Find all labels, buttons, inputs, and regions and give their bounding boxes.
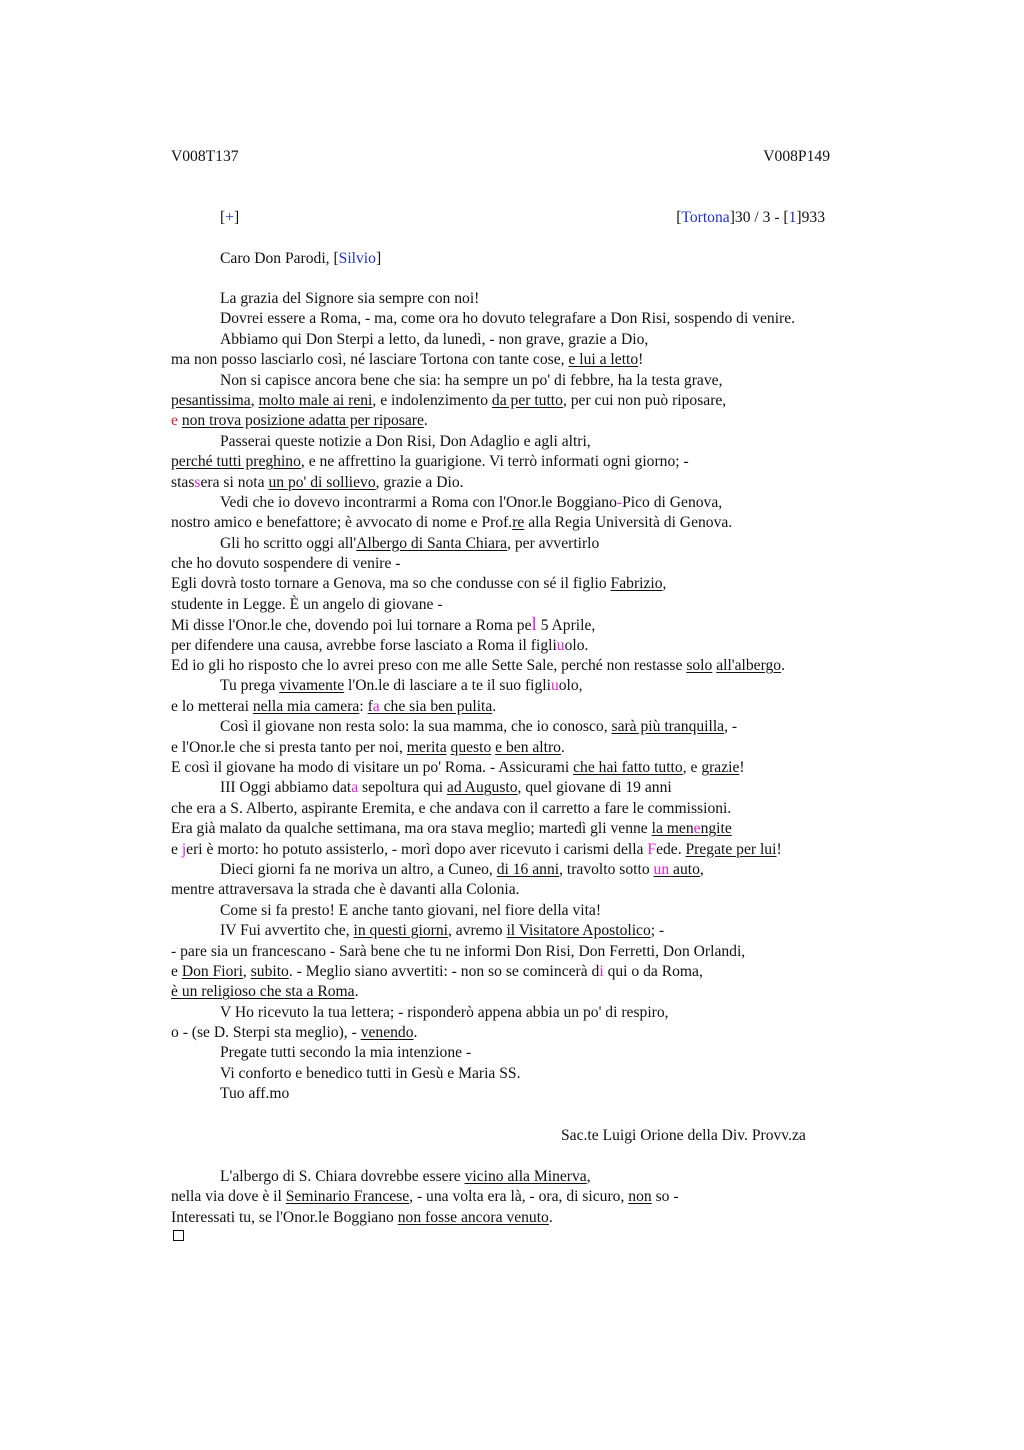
text-line bbox=[171, 350, 891, 370]
plus-sign: + bbox=[225, 209, 234, 226]
text-span: e l'Onor.le che si presta tanto per noi, bbox=[171, 738, 407, 756]
text-span: Fabrizio bbox=[610, 575, 663, 593]
text-span: ; - bbox=[650, 922, 665, 940]
text-span: e lo metterai bbox=[171, 697, 253, 715]
text-span: il Visitatore Apostolico bbox=[506, 922, 651, 940]
text-line bbox=[171, 921, 891, 941]
text-span: Ed io gli ho risposto che lo avrei preso con me alle Sette Sale, perché non restasse bbox=[171, 657, 687, 675]
text-span: . bbox=[354, 983, 359, 1001]
text-span: o - (se D. Sterpi sta meglio), - bbox=[171, 1024, 361, 1042]
text-line bbox=[171, 574, 891, 594]
text-line: Pregate tutti secondo la mia intenzione - bbox=[220, 1044, 472, 1062]
text-span: Albergo di Santa Chiara bbox=[356, 534, 508, 552]
text-span: che hai fatto tutto bbox=[573, 758, 683, 776]
text-span: a bbox=[372, 697, 380, 715]
text-span: Pregate per lui bbox=[685, 840, 777, 858]
text-span: da per tutto bbox=[491, 391, 563, 409]
closing-line: Tuo aff.mo bbox=[220, 1085, 290, 1103]
text-span: vicino alla Minerva bbox=[464, 1168, 587, 1185]
text-span: ma non posso lasciarlo così, né lasciare Tortona con tante cose, bbox=[171, 351, 569, 369]
text-line bbox=[171, 513, 891, 533]
text-span: , e indolenzimento bbox=[372, 391, 492, 409]
text-line bbox=[171, 656, 891, 676]
text-span: , avremo bbox=[447, 922, 507, 940]
text-span: olo. bbox=[564, 636, 589, 654]
text-span: . bbox=[781, 657, 785, 675]
text-line bbox=[171, 391, 891, 411]
text-span: , bbox=[242, 962, 251, 980]
text-line: Dovrei essere a Roma, - ma, come ora ho dovuto telegrafare a Don Risi, sospendo di venire. bbox=[220, 310, 796, 328]
text-span: i bbox=[599, 962, 604, 980]
text-span: nella via dove è il bbox=[171, 1188, 286, 1206]
text-span: Seminario Francese bbox=[285, 1188, 410, 1206]
year-digit: 1 bbox=[788, 209, 797, 226]
text-line bbox=[171, 1167, 891, 1187]
text-span: qui o da Roma, bbox=[603, 962, 703, 980]
text-span: merita bbox=[406, 738, 447, 756]
text-span: , bbox=[586, 1168, 591, 1185]
text-span: Mi disse l'Onor.le che, dovendo poi lui tornare a Roma pe bbox=[171, 617, 532, 635]
text-span: di 16 anni bbox=[496, 860, 560, 878]
text-span: solo bbox=[686, 657, 713, 675]
volume-code-left: V008T137 bbox=[171, 148, 239, 165]
text-span: , - bbox=[724, 718, 738, 736]
text-span: è un religioso che sta a Roma bbox=[171, 983, 355, 1001]
text-span: nostro amico e benefattore; è avvocato di nome e Prof. bbox=[171, 514, 513, 532]
letter-body bbox=[171, 289, 891, 1105]
text-span: Pico di Genova, bbox=[622, 493, 723, 511]
text-span: e bbox=[171, 962, 182, 980]
text-line bbox=[171, 676, 891, 696]
text-line: studente in Legge. È un angelo di giovane - bbox=[171, 595, 443, 613]
text-span: . bbox=[413, 1024, 418, 1042]
text-span: venendo bbox=[360, 1024, 414, 1042]
underlined-text bbox=[368, 698, 493, 715]
text-span: , bbox=[699, 860, 704, 878]
text-span: : bbox=[359, 697, 368, 715]
text-span: stas bbox=[171, 473, 195, 491]
text-span: e ben altro bbox=[495, 738, 561, 756]
text-span: all'albergo bbox=[716, 657, 782, 675]
salutation bbox=[220, 249, 381, 269]
text-span: . bbox=[560, 738, 565, 756]
cross-mark bbox=[220, 208, 239, 228]
text-span: per difendere una causa, avrebbe forse lasciato a Roma il figli bbox=[171, 636, 557, 654]
text-span: e bbox=[693, 820, 701, 838]
text-span: alla Regia Università di Genova. bbox=[524, 514, 733, 532]
text-span: Vedi che io dovevo incontrarmi a Roma con l'Onor.le Boggiano bbox=[220, 493, 617, 511]
text-line: La grazia del Signore sia sempre con noi! bbox=[220, 290, 480, 307]
text-span: e bbox=[171, 840, 182, 858]
text-span: , e bbox=[682, 758, 702, 776]
text-span: ngite bbox=[700, 820, 732, 838]
text-line bbox=[171, 860, 891, 880]
text-span: non fosse ancora venuto bbox=[397, 1208, 549, 1226]
text-span: auto bbox=[669, 860, 700, 878]
text-span: . bbox=[492, 697, 497, 715]
text-span: la men bbox=[651, 820, 694, 838]
text-line bbox=[171, 452, 891, 472]
text-span: ! bbox=[638, 351, 644, 369]
text-span: eri è morto: ho potuto assisterlo, - morì dopo aver ricevuto i carismi della bbox=[186, 840, 648, 858]
text-line bbox=[171, 534, 891, 554]
text-span: j bbox=[181, 840, 187, 858]
text-span: Caro Don Parodi, [ bbox=[220, 250, 339, 267]
text-span: e lui a letto bbox=[568, 351, 639, 369]
text-line bbox=[171, 473, 891, 493]
recipient-name: Silvio bbox=[338, 250, 376, 267]
text-span: l bbox=[531, 614, 537, 636]
text-span: Dieci giorni fa ne moriva un altro, a Cuneo, bbox=[220, 860, 497, 878]
text-line: che era a S. Alberto, aspirante Eremita, e che andava con il carretto a fare le commissioni. bbox=[171, 799, 732, 817]
text-span: l'On.le di lasciare a te il suo figli bbox=[344, 677, 551, 695]
text-span: E così il giovane ha modo di visitare un po' Roma. - Assicurami bbox=[171, 758, 574, 776]
text-span: a bbox=[351, 779, 359, 797]
place-date bbox=[676, 208, 825, 228]
text-span: u bbox=[556, 636, 565, 654]
text-span: Gli ho scritto oggi all' bbox=[220, 534, 357, 552]
text-span: era si nota bbox=[200, 473, 269, 491]
text-line bbox=[171, 840, 891, 860]
text-line: Vi conforto e benedico tutti in Gesù e Maria SS. bbox=[220, 1064, 521, 1082]
end-mark-box bbox=[173, 1230, 184, 1241]
place-name: Tortona bbox=[681, 209, 730, 226]
text-line bbox=[171, 1023, 891, 1043]
text-span: ede. bbox=[656, 840, 686, 858]
text-span: perché tutti preghino bbox=[171, 453, 301, 471]
text-span: vivamente bbox=[279, 677, 345, 695]
text-span: un po' di sollievo bbox=[268, 473, 376, 491]
text-line bbox=[171, 411, 891, 431]
text-line bbox=[171, 493, 891, 513]
text-line: Passerai queste notizie a Don Risi, Don Adaglio e agli altri, bbox=[220, 432, 591, 450]
text-span: sepoltura qui bbox=[358, 779, 447, 797]
text-line bbox=[171, 1187, 891, 1207]
text-line bbox=[171, 1208, 891, 1228]
text-line bbox=[171, 819, 891, 839]
text-span: , bbox=[662, 575, 667, 593]
text-span: e bbox=[171, 412, 178, 430]
text-span: , e ne affrettino la guarigione. Vi terrò informati ogni giorno; - bbox=[300, 453, 689, 471]
text-span: , travolto sotto bbox=[559, 860, 654, 878]
text-span: ! bbox=[776, 840, 782, 858]
postscript bbox=[171, 1167, 891, 1228]
text-span: un bbox=[653, 860, 670, 878]
text-span: IV Fui avvertito che, bbox=[220, 922, 354, 940]
page-header bbox=[171, 147, 830, 167]
text-span: questo bbox=[450, 738, 492, 756]
underlined-text bbox=[654, 861, 700, 878]
text-line: Come si fa presto! E anche tanto giovani, nel fiore della vita! bbox=[220, 901, 602, 919]
text-line: Non si capisce ancora bene che sia: ha sempre un po' di febbre, ha la testa grave, bbox=[220, 371, 723, 389]
text-span: L'albergo di S. Chiara dovrebbe essere bbox=[220, 1168, 465, 1185]
text-line: - pare sia un francescano - Sarà bene che tu ne informi Don Risi, Don Ferretti, Don Orlandi, bbox=[171, 942, 746, 960]
text-span: ] bbox=[234, 209, 240, 226]
text-span: ! bbox=[739, 758, 745, 776]
text-span: non trova posizione adatta per riposare bbox=[181, 412, 424, 430]
text-span: non bbox=[628, 1188, 652, 1206]
text-span: Don Fiori bbox=[181, 962, 243, 980]
text-span: Tu prega bbox=[220, 677, 280, 695]
text-line bbox=[171, 615, 891, 635]
text-span: 5 Aprile, bbox=[536, 617, 596, 635]
text-span: , - una volta era là, - ora, di sicuro, bbox=[409, 1188, 629, 1206]
text-span: re bbox=[512, 514, 525, 532]
text-line bbox=[171, 758, 891, 778]
text-line: mentre attraversava la strada che è davanti alla Colonia. bbox=[171, 881, 520, 899]
text-span: che sia ben pulita bbox=[379, 697, 493, 715]
text-line: che ho dovuto sospendere di venire - bbox=[171, 555, 401, 573]
text-span: ad Augusto bbox=[446, 779, 518, 797]
text-line: Abbiamo qui Don Sterpi a letto, da lunedì, - non grave, grazie a Dio, bbox=[220, 330, 649, 348]
text-span: . - Meglio siano avvertiti: - non so se comincerà d bbox=[288, 962, 600, 980]
dateline bbox=[220, 208, 825, 228]
text-span: sarà più tranquilla bbox=[611, 718, 725, 736]
text-span: olo, bbox=[558, 677, 583, 695]
text-span: Interessati tu, se l'Onor.le Boggiano bbox=[171, 1208, 398, 1226]
text-line bbox=[171, 636, 891, 656]
text-span: s bbox=[194, 473, 201, 491]
text-span: F bbox=[647, 840, 657, 858]
text-span: , grazie a Dio. bbox=[375, 473, 464, 491]
text-span: , bbox=[250, 391, 259, 409]
text-line: V Ho ricevuto la tua lettera; - risponderò appena abbia un po' di respiro, bbox=[220, 1003, 669, 1021]
text-line bbox=[171, 982, 891, 1002]
underlined-text bbox=[652, 820, 732, 837]
text-span: in questi giorni bbox=[353, 922, 448, 940]
text-span: molto male ai reni bbox=[258, 391, 373, 409]
text-span: u bbox=[550, 677, 559, 695]
text-line bbox=[171, 778, 891, 798]
text-span: . bbox=[423, 412, 428, 430]
text-span: . bbox=[548, 1208, 553, 1226]
text-span: f bbox=[367, 697, 373, 715]
volume-code-right: V008P149 bbox=[763, 148, 830, 165]
text-span: so - bbox=[651, 1188, 679, 1206]
text-span: grazie bbox=[701, 758, 740, 776]
text-span: [ bbox=[676, 209, 682, 226]
text-line bbox=[171, 717, 891, 737]
text-span: ]30 / 3 - [ bbox=[729, 209, 789, 226]
text-span: nella mia camera bbox=[252, 697, 360, 715]
text-span: - bbox=[616, 493, 623, 511]
text-span: III Oggi abbiamo dat bbox=[220, 779, 352, 797]
text-span: , per cui non può riposare, bbox=[562, 391, 727, 409]
text-line bbox=[171, 738, 891, 758]
text-span: Egli dovrà tosto tornare a Genova, ma so che condusse con sé il figlio bbox=[171, 575, 611, 593]
text-span: pesantissima bbox=[171, 391, 251, 409]
text-span: [ bbox=[220, 209, 226, 226]
text-span: ]933 bbox=[796, 209, 825, 226]
text-span: subito bbox=[250, 962, 289, 980]
signature: Sac.te Luigi Orione della Div. Provv.za bbox=[561, 1127, 806, 1144]
text-span: ] bbox=[375, 250, 382, 267]
text-span: Così il giovane non resta solo: la sua mamma, che io conosco, bbox=[220, 718, 612, 736]
text-line bbox=[171, 962, 891, 982]
text-line bbox=[171, 697, 891, 717]
text-span: , per avvertirlo bbox=[507, 534, 600, 552]
text-span: Era già malato da qualche settimana, ma ora stava meglio; martedì gli venne bbox=[171, 820, 652, 838]
text-span: , quel giovane di 19 anni bbox=[517, 779, 672, 797]
